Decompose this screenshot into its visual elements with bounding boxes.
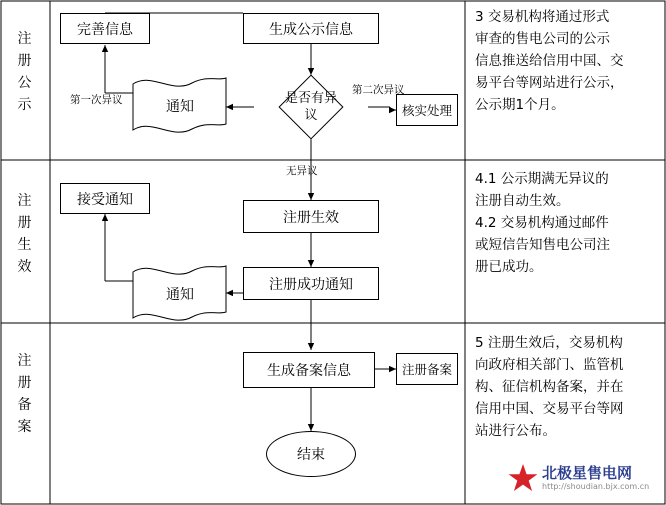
node-improve-info[interactable]: 完善信息 <box>60 13 150 44</box>
node-generate-filing-info[interactable]: 生成备案信息 <box>243 352 375 388</box>
node-accept-notice[interactable]: 接受通知 <box>60 183 150 214</box>
lane-char: 册 <box>17 215 33 231</box>
lane-char: 效 <box>17 259 33 275</box>
note-line: 3 交易机构将通过形式 <box>475 9 610 25</box>
node-end[interactable]: 结束 <box>266 431 356 477</box>
lane-char: 示 <box>17 97 33 113</box>
node-generate-publicity-info[interactable]: 生成公示信息 <box>243 13 379 44</box>
node-verify-handle[interactable]: 核实处理 <box>396 94 458 126</box>
star-icon <box>508 463 538 493</box>
note-line: 信用中国、交易平台等网 <box>475 401 624 417</box>
note-line: 站进行公布。 <box>475 423 556 439</box>
edge-label-second-objection: 第二次异议 <box>352 84 405 96</box>
lane-char: 册 <box>17 53 33 69</box>
lane-char: 注 <box>17 193 33 209</box>
notify-text: 通知 <box>166 99 194 115</box>
lane-char: 案 <box>17 419 33 435</box>
lane-char: 生 <box>17 237 33 253</box>
node-register-success-notice[interactable]: 注册成功通知 <box>243 267 379 300</box>
node-register-filing[interactable]: 注册备案 <box>396 353 458 385</box>
logo-title: 北极星售电网 <box>542 463 633 482</box>
note-line: 向政府相关部门、监管机 <box>475 357 624 373</box>
lane-label-register-filing <box>1 350 49 438</box>
notify-text: 通知 <box>166 287 194 303</box>
watermark-logo <box>508 463 649 493</box>
note-line: 5 注册生效后，交易机构 <box>475 335 623 351</box>
note-line: 4.2 交易机构通过邮件 <box>475 215 609 231</box>
logo-url: http://shoudian.bjx.com.cn <box>542 482 650 492</box>
lane-label-register-effective <box>1 190 49 278</box>
note-line: 册已成功。 <box>475 259 543 275</box>
note-line: 注册自动生效。 <box>475 193 570 209</box>
node-register-effective[interactable]: 注册生效 <box>243 200 379 233</box>
decision-text: 是否有异议 <box>285 91 338 123</box>
note-filing <box>475 332 657 442</box>
lane-char: 注 <box>17 31 33 47</box>
node-decision-objection-label <box>268 88 354 126</box>
note-line: 易平台等网站进行公示， <box>475 75 624 91</box>
note-publicity <box>475 6 655 116</box>
note-line: 4.1 公示期满无异议的 <box>475 171 609 187</box>
edge-label-first-objection: 第一次异议 <box>70 94 123 106</box>
lane-char: 册 <box>17 375 33 391</box>
note-line: 信息推送给信用中国、交 <box>475 53 624 69</box>
lane-char: 备 <box>17 397 33 413</box>
note-line: 审查的售电公司的公示 <box>475 31 610 47</box>
note-line: 构、征信机构备案，并在 <box>475 379 624 395</box>
note-line: 公示期1个月。 <box>475 97 565 113</box>
lane-label-register-publicity <box>1 28 49 116</box>
edge-label-no-objection: 无异议 <box>286 165 318 177</box>
note-line: 或短信告知售电公司注 <box>475 237 610 253</box>
lane-char: 公 <box>17 75 33 91</box>
lane-char: 注 <box>17 353 33 369</box>
note-effective <box>475 168 655 278</box>
